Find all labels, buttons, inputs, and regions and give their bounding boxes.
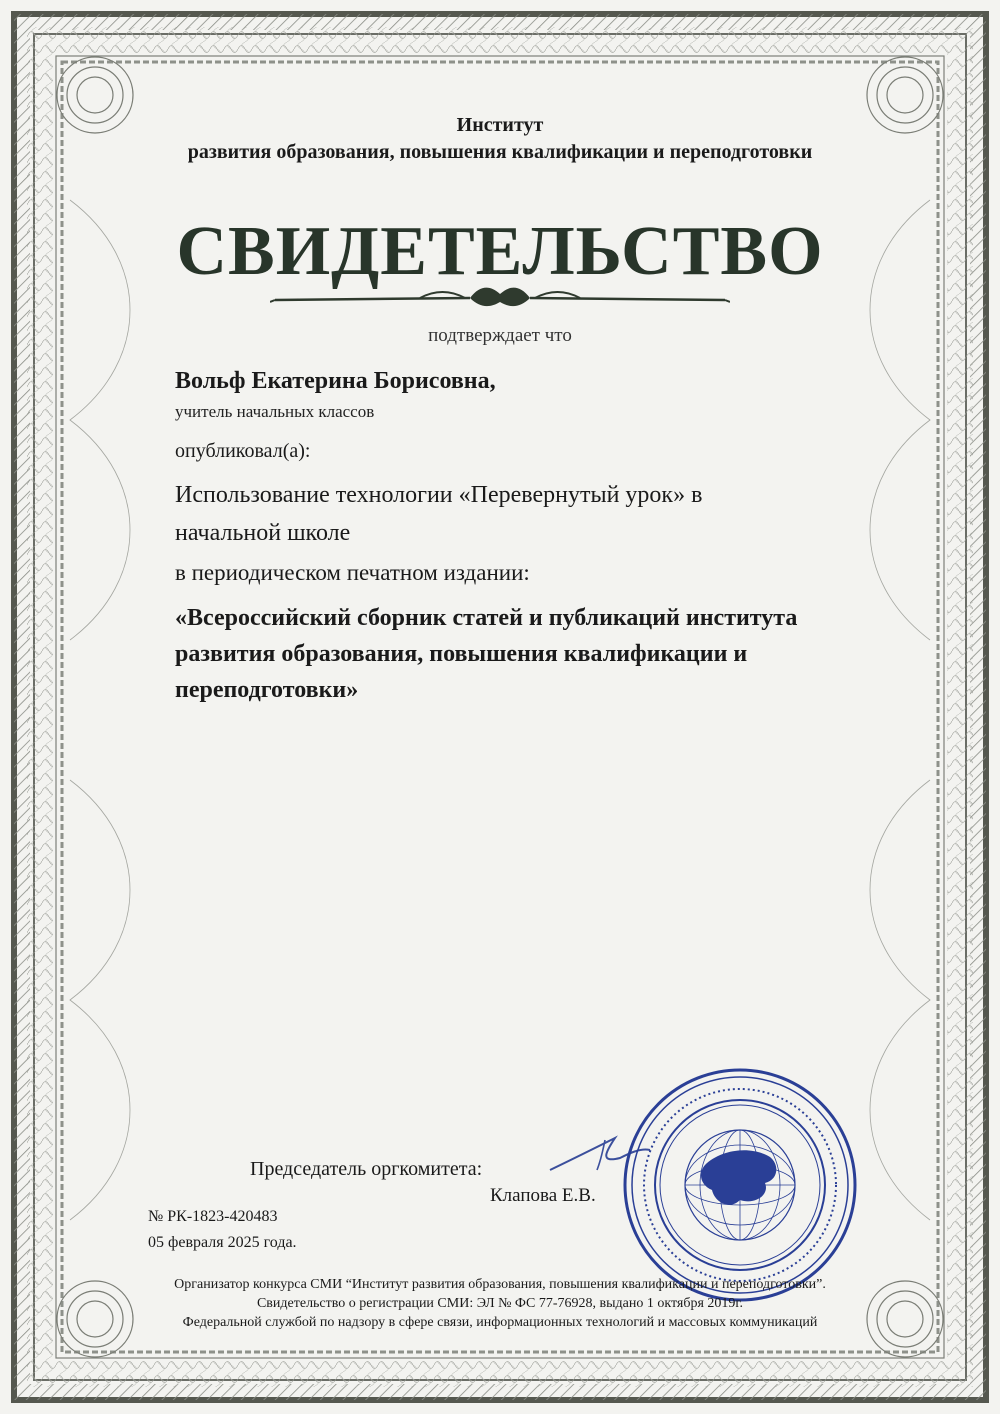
institute-line1: Институт bbox=[456, 114, 544, 136]
institute-line2: развития образования, повышения квалификации и переподготовки bbox=[187, 141, 813, 163]
confirms-text: подтверждает что bbox=[428, 325, 572, 346]
chair-name: Клапова Е.В. bbox=[490, 1185, 596, 1206]
recipient-name: Вольф Екатерина Борисовна, bbox=[175, 368, 496, 394]
institute-name bbox=[0, 112, 1000, 166]
recipient-position: учитель начальных классов bbox=[175, 402, 375, 421]
chair-label: Председатель оргкомитета: bbox=[250, 1158, 483, 1180]
work-title: Использование технологии «Перевернутый урок» в начальной школе bbox=[175, 482, 703, 546]
footer-info bbox=[0, 1275, 1000, 1332]
footer-line2: Свидетельство о регистрации СМИ: ЭЛ № ФС 77-76928, выдано 1 октября 2019г. bbox=[256, 1296, 744, 1311]
official-seal-icon bbox=[620, 1065, 860, 1305]
footer-line3: Федеральной службой по надзору в сфере связи, информационных технологий и массовых коммуникаций bbox=[182, 1315, 818, 1330]
journal-title: «Всероссийский сборник статей и публикаций института развития образования, повышения квалификации и переподготовки» bbox=[175, 605, 798, 703]
footer-line1: Организатор конкурса СМИ “Институт развития образования, повышения квалификации и переподготовки”. bbox=[174, 1277, 826, 1292]
ornament-divider bbox=[270, 280, 730, 320]
periodical-label: в периодическом печатном издании: bbox=[175, 560, 530, 585]
certificate-date: 05 февраля 2025 года. bbox=[148, 1234, 297, 1251]
certificate-number: № РК-1823-420483 bbox=[148, 1208, 278, 1225]
published-label: опубликовал(а): bbox=[175, 440, 311, 462]
certificate-title: СВИДЕТЕЛЬСТВО bbox=[176, 213, 824, 290]
